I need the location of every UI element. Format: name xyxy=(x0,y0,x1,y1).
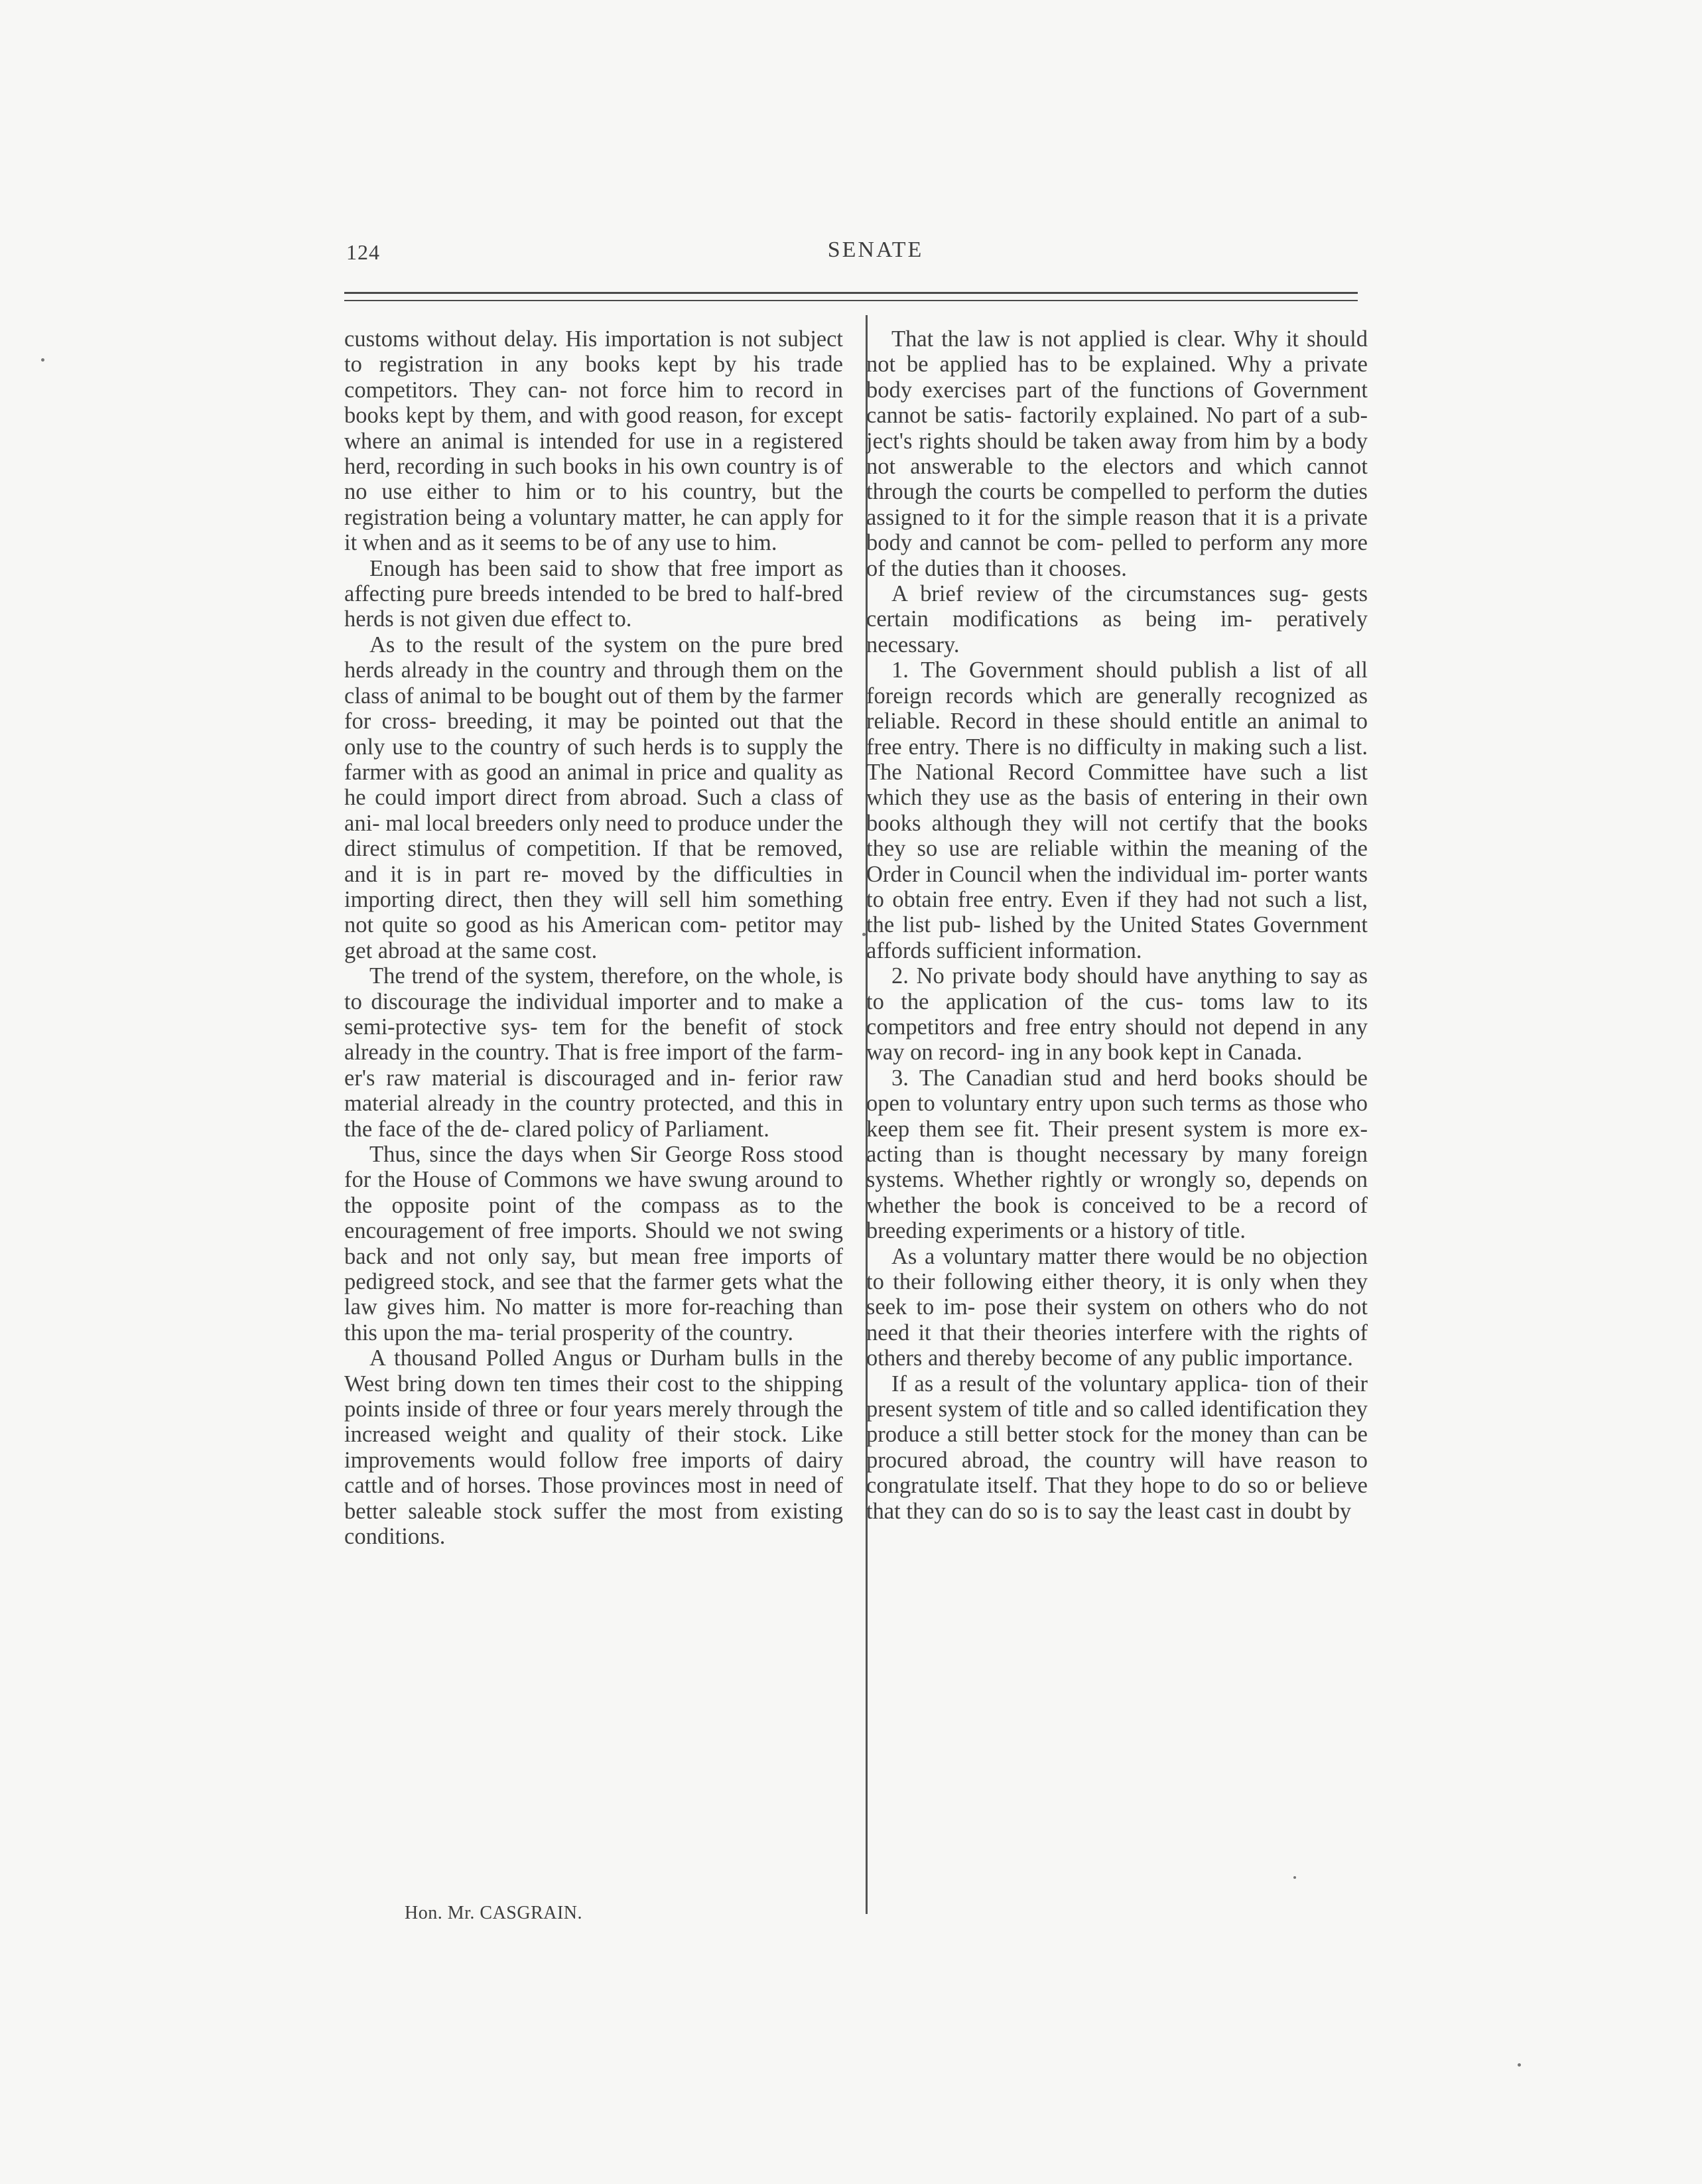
scan-speck xyxy=(1518,2063,1521,2067)
paragraph: A brief review of the circumstances sug- gests certain modifications as being im- peratively necessary. xyxy=(866,581,1368,657)
scan-speck xyxy=(41,358,44,362)
paragraph: A thousand Polled Angus or Durham bulls in the West bring down ten times their cost to the shipping points inside of three or four years merely through the increased weight and quality of their stock. Like improvements would follow free imports of dairy cattle and of horses. Those provinces most in need of better saleable stock suffer the most from existing conditions. xyxy=(344,1345,843,1550)
header-rule xyxy=(344,292,1358,294)
paragraph: As to the result of the system on the pure bred herds already in the country and through them on the class of animal to be bought out of them by the farmer for cross- breeding, it may be pointed out that the only use to the country of such herds is to supply the farmer with as good an animal in price and quality as he could import direct from abroad. Such a class of ani- mal local breeders only need to produce under the direct stimulus of competition. If that be removed, and it is in part re- moved by the difficulties in importing direct, then they will sell him something not quite so good as his American com- petitor may get abroad at the same cost. xyxy=(344,632,843,963)
header-rule-secondary xyxy=(344,300,1358,301)
left-column xyxy=(344,326,843,1550)
paragraph: The trend of the system, therefore, on the whole, is to discourage the individual importer and to make a semi-protective sys- tem for the benefit of stock already in the country. That is free import of the farm- er's raw material is discouraged and in- ferior raw material already in the country protected, and this in the face of the de- clared policy of Parliament. xyxy=(344,963,843,1142)
scan-speck xyxy=(862,933,866,936)
paragraph: Thus, since the days when Sir George Ross stood for the House of Commons we have swung around to the opposite point of the compass as to the encouragement of free imports. Should we not swing back and not only say, but mean free imports of pedigreed stock, and see that the farmer gets what the law gives him. No matter is more for-reaching than this upon the ma- terial prosperity of the country. xyxy=(344,1142,843,1345)
paragraph: As a voluntary matter there would be no objection to their following either theory, it is only when they seek to im- pose their system on others who do not need it that their theories interfere with the rights of others and thereby become of any public importance. xyxy=(866,1243,1368,1371)
scan-speck xyxy=(1293,1876,1296,1879)
footer-speaker: Hon. Mr. CASGRAIN. xyxy=(405,1903,583,1923)
paragraph: That the law is not applied is clear. Why it should not be applied has to be explained. Why a private body exercises part of the functions of Government cannot be satis- factorily explained. No part of a sub- ject's rights should be taken away from him by a body not answerable to the electors and which cannot through the courts be compelled to perform the duties assigned to it for the simple reason that it is a private body and cannot be com- pelled to perform any more of the duties than it chooses. xyxy=(866,326,1368,581)
paragraph: 1. The Government should publish a list of all foreign records which are generally recognized as reliable. Record in these should entitle an animal to free entry. There is no difficulty in making such a list. The National Record Committee have such a list which they use as the basis of entering in their own books although they will not certify that the books they so use are reliable within the meaning of the Order in Council when the individual im- porter wants to obtain free entry. Even if they had not such a list, the list pub- lished by the United States Government affords sufficient information. xyxy=(866,657,1368,963)
paragraph: Enough has been said to show that free import as affecting pure breeds intended to be bred to half-bred herds is not given due effect to. xyxy=(344,555,843,632)
paragraph: 3. The Canadian stud and herd books should be open to voluntary entry upon such terms as those who keep them see fit. Their present system is more ex- acting than is thought necessary by many foreign systems. Whether rightly or wrongly so, depends on whether the book is conceived to be a record of breeding experiments or a history of title. xyxy=(866,1065,1368,1244)
running-head: SENATE xyxy=(827,238,924,262)
right-column xyxy=(866,326,1368,1524)
paragraph: If as a result of the voluntary applica- tion of their present system of title and so called identification they produce a still better stock for the money than can be procured abroad, the country will have reason to congratulate itself. That they hope to do so or believe that they can do so is to say the least cast in doubt by xyxy=(866,1371,1368,1524)
paragraph: 2. No private body should have anything to say as to the application of the cus- toms law to its competitors and free entry should not depend in any way on record- ing in any book kept in Canada. xyxy=(866,963,1368,1065)
paragraph: customs without delay. His importation is not subject to registration in any books kept by his trade competitors. They can- not force him to record in books kept by them, and with good reason, for except where an animal is intended for use in a registered herd, recording in such books in his own country is of no use either to him or to his country, but the registration being a voluntary matter, he can apply for it when and as it seems to be of any use to him. xyxy=(344,326,843,556)
page-number: 124 xyxy=(346,240,380,264)
